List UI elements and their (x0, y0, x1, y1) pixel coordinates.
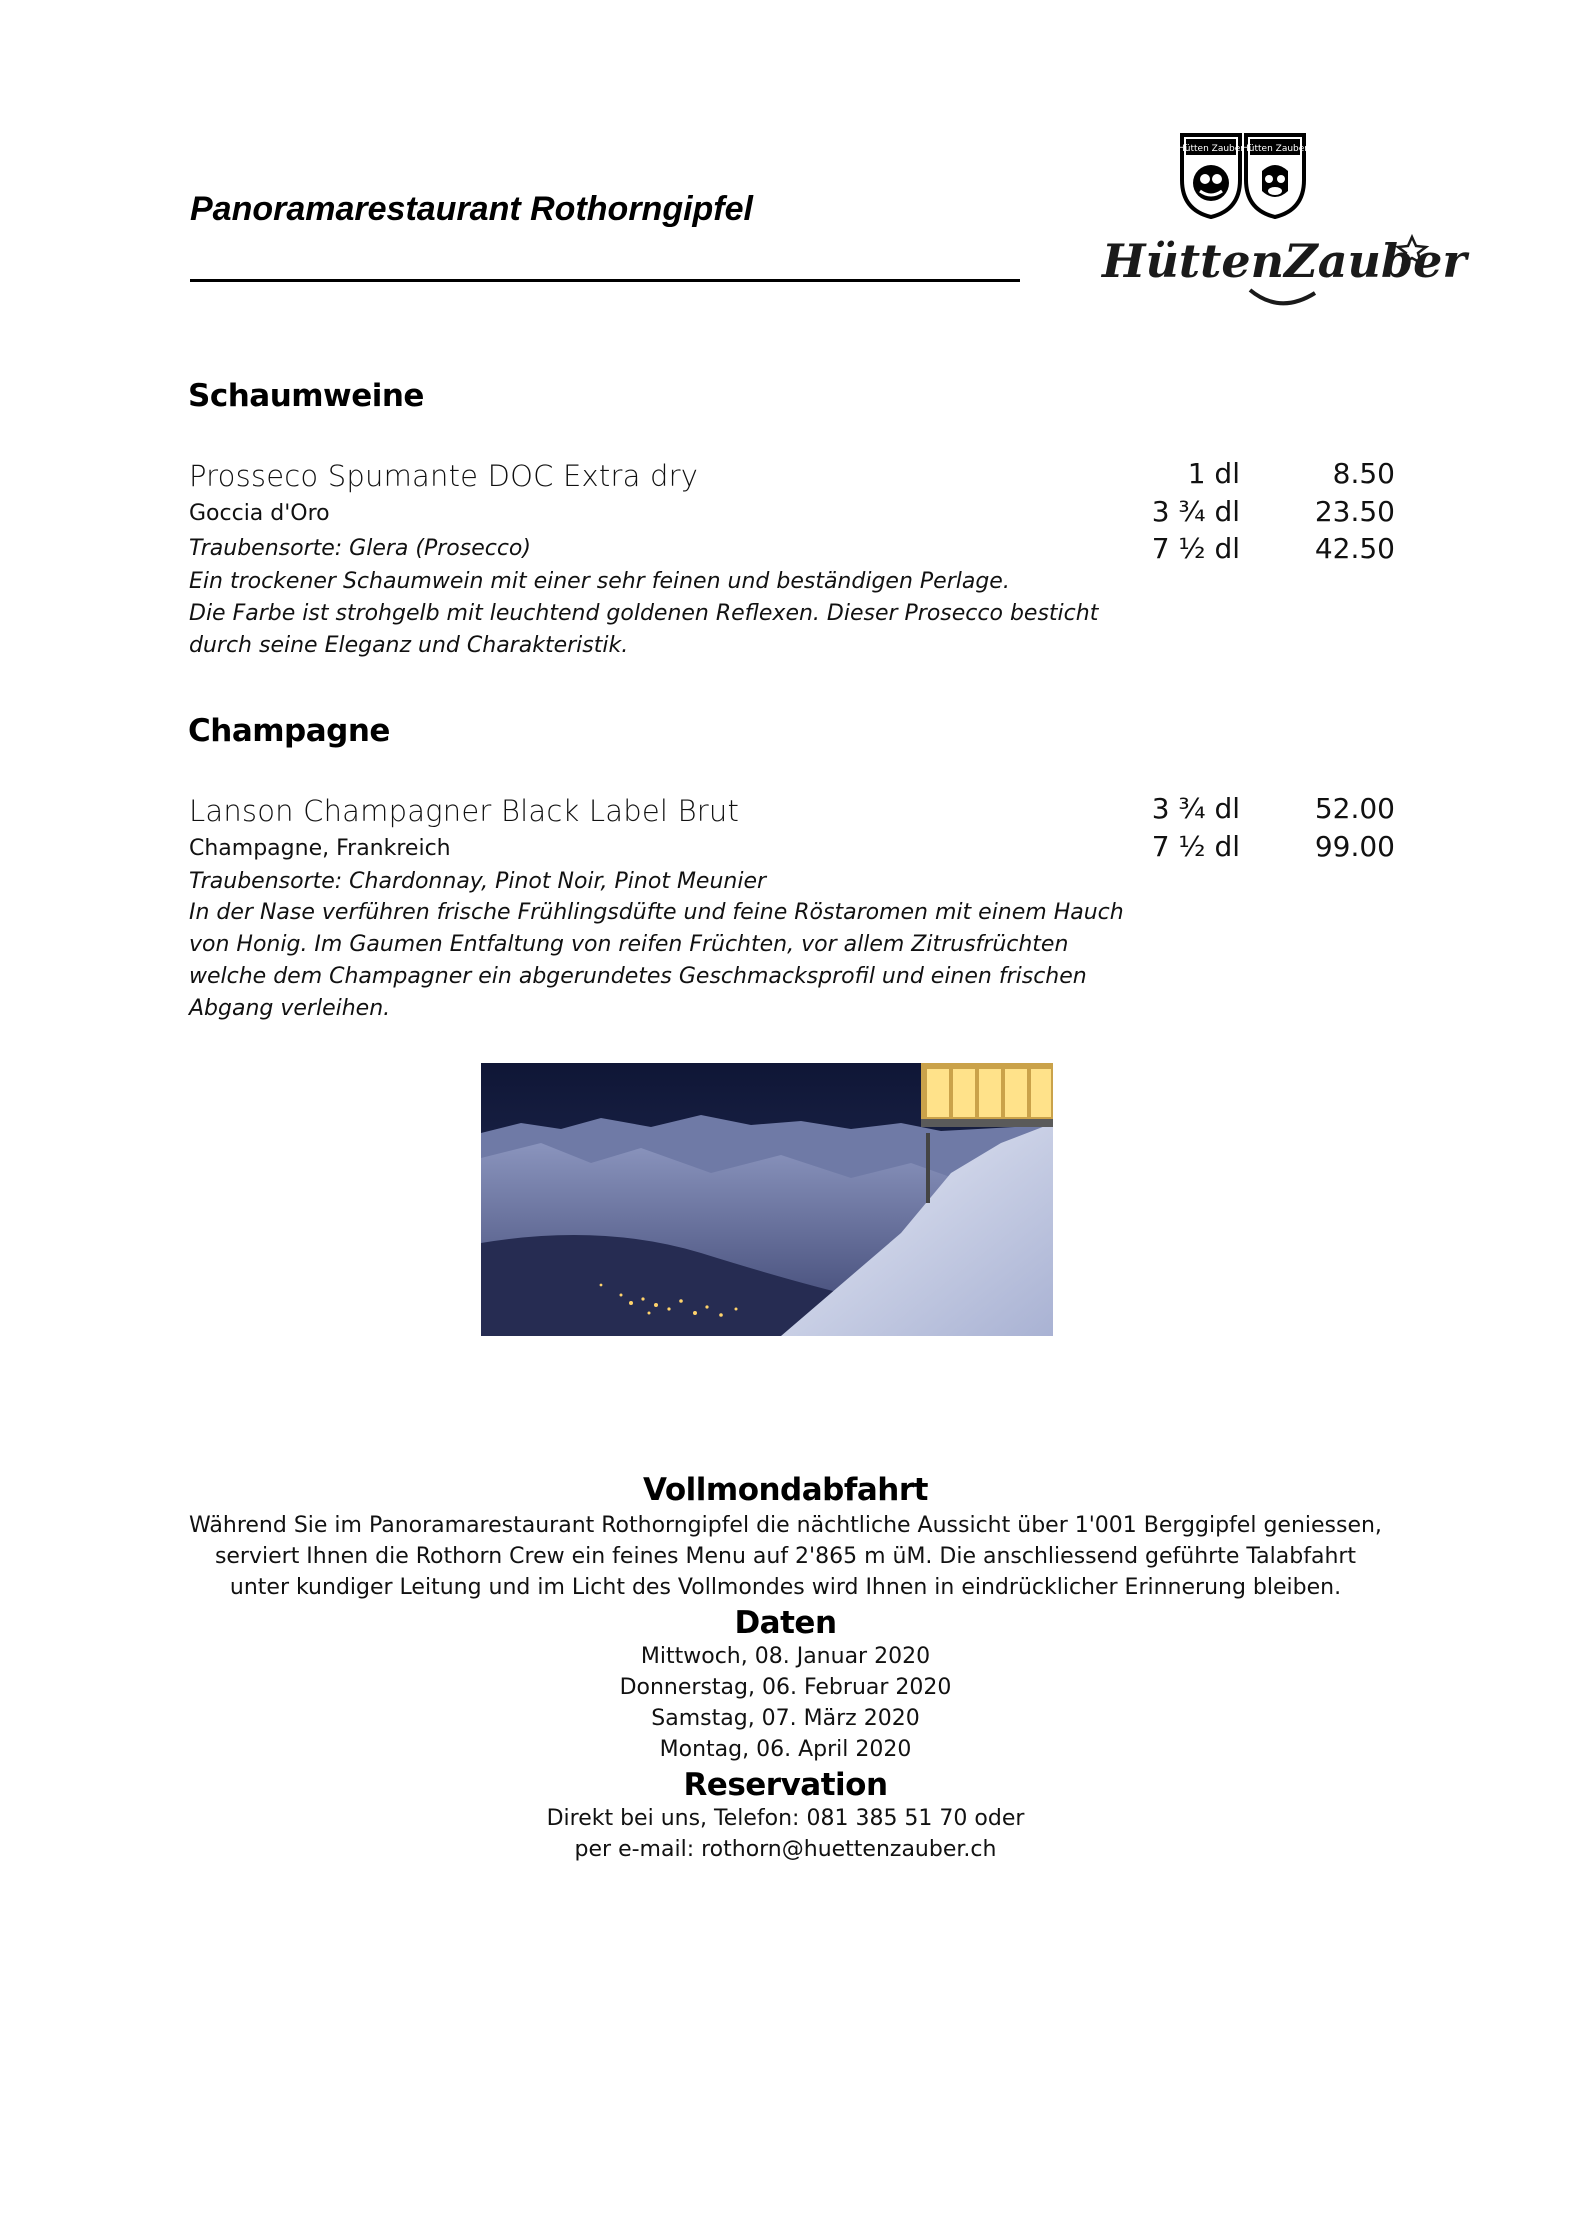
wine-description-line: In der Nase verführen frische Frühlingsdüfte und feine Röstaromen mit einem Hauch (189, 900, 1124, 925)
wine-producer: Champagne, Frankreich (189, 836, 451, 861)
event-text-line: Während Sie im Panoramarestaurant Rothorngipfel die nächtliche Aussicht über 1'001 Berggipfel geniessen, (189, 1513, 1382, 1538)
price-volume: 7 ½ dl (1151, 830, 1240, 863)
event-section (0, 1472, 1571, 1865)
badge-text-right: Hütten Zauber (1242, 144, 1308, 154)
event-text-line: serviert Ihnen die Rothorn Crew ein feines Menu auf 2'865 m üM. Die anschliessend geführte Talabfahrt (214, 1544, 1357, 1569)
price-volume: 3 ¾ dl (1151, 495, 1240, 528)
price-amount: 99.00 (1314, 830, 1395, 863)
reservation-line: Direkt bei uns, Telefon: 081 385 51 70 oder (546, 1806, 1025, 1831)
wine-grape: Traubensorte: Glera (Prosecco) (189, 536, 531, 561)
logo-wordmark: HüttenZauber (1102, 234, 1467, 288)
price-volume: 7 ½ dl (1151, 532, 1240, 565)
wine-description-line: welche dem Champagner ein abgerundetes Geschmacksprofil und einen frischen (189, 964, 1087, 989)
reservation-line: per e-mail: rothorn@huettenzauber.ch (574, 1837, 997, 1862)
wine-description-line: durch seine Eleganz und Charakteristik. (189, 633, 629, 658)
date-item: Samstag, 07. März 2020 (651, 1706, 920, 1731)
price-row (1150, 457, 1395, 495)
reservation-heading: Reservation (683, 1767, 888, 1803)
night-panorama-photo (481, 1063, 1053, 1336)
price-amount: 42.50 (1314, 532, 1395, 565)
dates-heading: Daten (734, 1605, 837, 1641)
price-row (1150, 792, 1395, 830)
event-heading: Vollmondabfahrt (643, 1472, 928, 1508)
price-row (1150, 532, 1395, 570)
price-amount: 23.50 (1314, 495, 1395, 528)
price-amount: 52.00 (1314, 792, 1395, 825)
date-item: Montag, 06. April 2020 (659, 1737, 912, 1762)
section-heading-schaumweine: Schaumweine (188, 378, 424, 414)
badge-text-left: Hütten Zauber (1178, 144, 1244, 154)
page-title: Panoramarestaurant Rothorngipfel (190, 190, 753, 228)
wine-producer: Goccia d'Oro (189, 501, 330, 526)
section-heading-champagne: Champagne (188, 713, 390, 749)
wine-description-line: von Honig. Im Gaumen Entfaltung von reifen Früchten, vor allem Zitrusfrüchten (189, 932, 1069, 957)
wine-grape: Traubensorte: Chardonnay, Pinot Noir, Pinot Meunier (189, 869, 767, 894)
price-row (1150, 830, 1395, 868)
date-item: Donnerstag, 06. Februar 2020 (619, 1675, 952, 1700)
price-row (1150, 495, 1395, 533)
date-item: Mittwoch, 08. Januar 2020 (640, 1644, 931, 1669)
wine-description-line: Ein trockener Schaumwein mit einer sehr feinen und beständigen Perlage. (189, 569, 1010, 594)
wine-name: Prosseco Spumante DOC Extra dry (189, 459, 699, 493)
price-amount: 8.50 (1332, 457, 1395, 490)
wine-name: Lanson Champagner Black Label Brut (189, 794, 740, 828)
title-divider (190, 279, 1020, 282)
price-volume: 3 ¾ dl (1151, 792, 1240, 825)
price-volume: 1 dl (1187, 457, 1240, 490)
huettenzauber-logo (1100, 125, 1467, 325)
wine-description-line: Die Farbe ist strohgelb mit leuchtend goldenen Reflexen. Dieser Prosecco besticht (189, 601, 1099, 626)
wine-description-line: Abgang verleihen. (189, 996, 391, 1021)
event-text-line: unter kundiger Leitung und im Licht des Vollmondes wird Ihnen in eindrücklicher Erinnerung bleiben. (229, 1575, 1342, 1600)
